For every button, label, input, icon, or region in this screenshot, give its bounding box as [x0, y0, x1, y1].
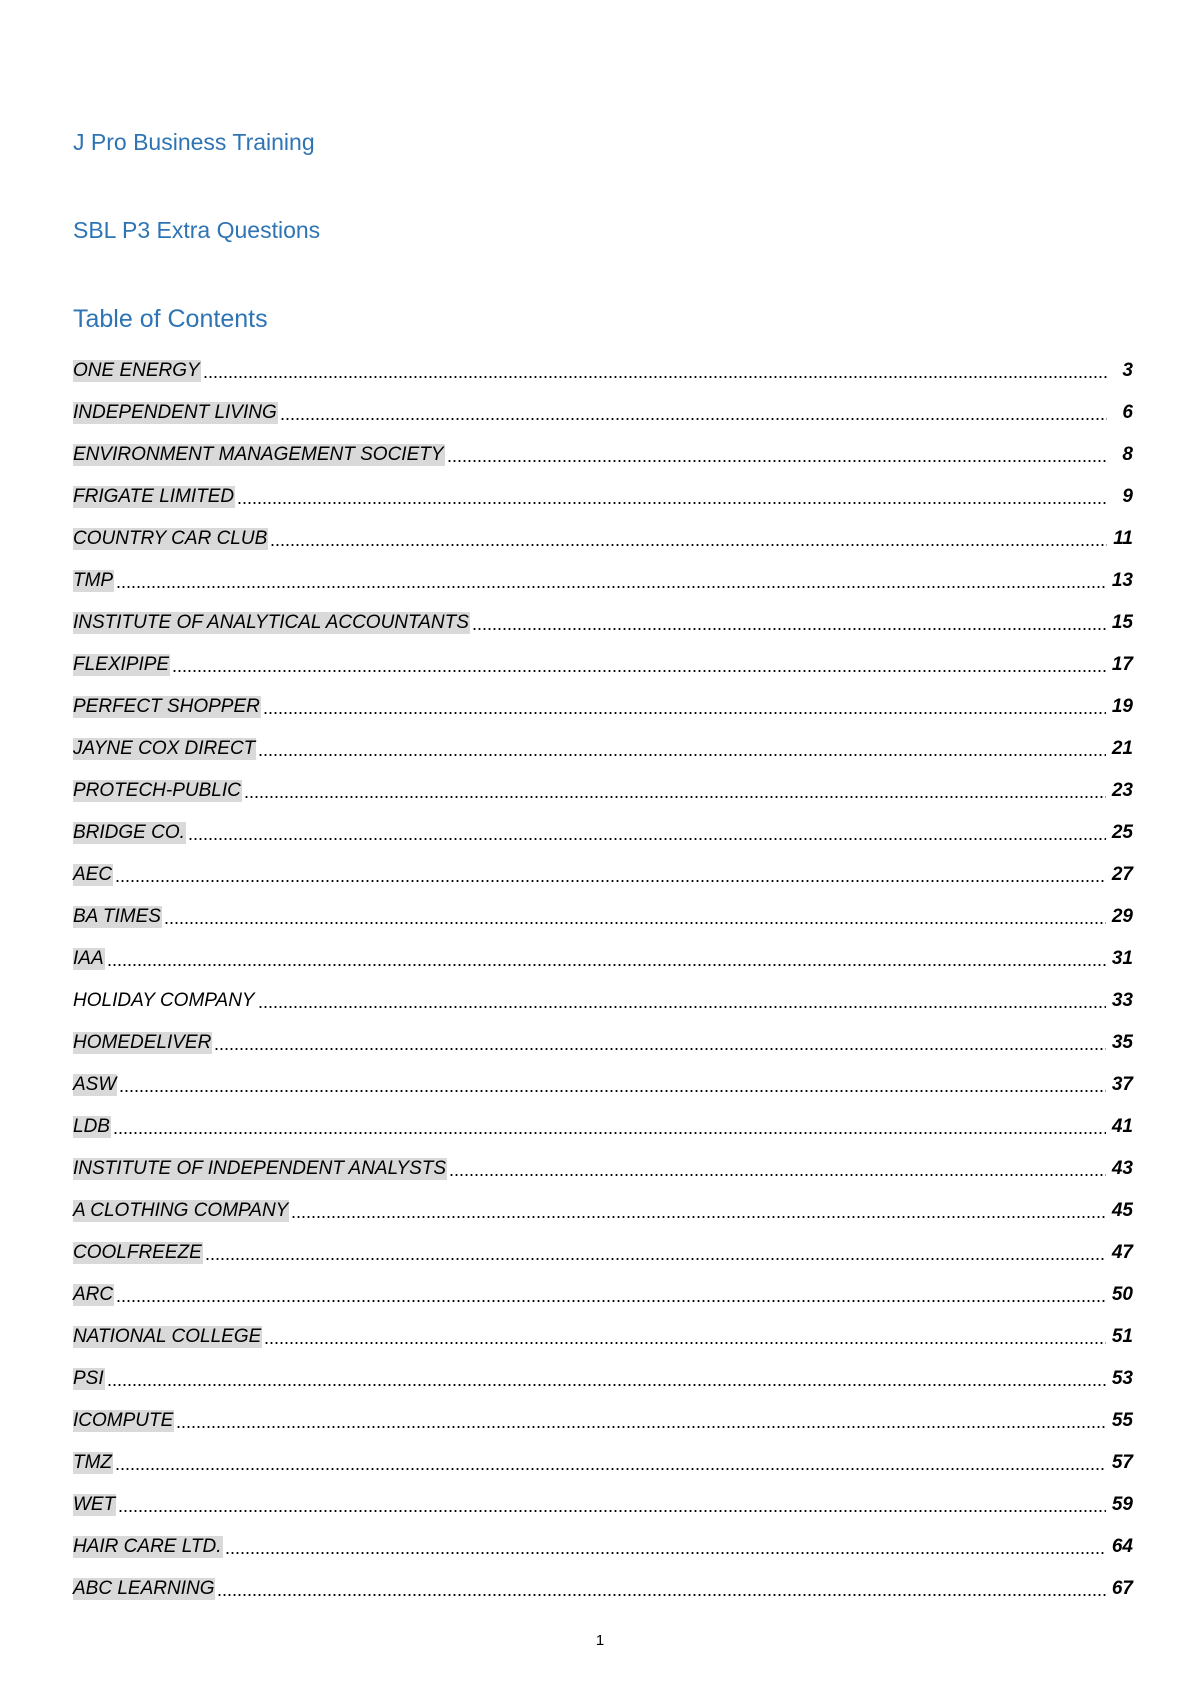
- toc-entry-page[interactable]: 21: [1111, 738, 1133, 759]
- toc-dot-leader: [176, 1425, 1106, 1429]
- toc-entry-title[interactable]: AEC: [73, 864, 113, 885]
- toc-entry-title[interactable]: LDB: [73, 1116, 110, 1137]
- toc-entry-page[interactable]: 50: [1111, 1284, 1133, 1305]
- toc-entry[interactable]: [73, 1358, 1133, 1400]
- toc-entry-title[interactable]: FRIGATE LIMITED: [73, 486, 235, 507]
- toc-entry-title[interactable]: WET: [73, 1494, 116, 1515]
- toc-entry-title[interactable]: COOLFREEZE: [73, 1242, 202, 1263]
- toc-dot-leader: [291, 1215, 1106, 1219]
- toc-entry[interactable]: [73, 1484, 1133, 1526]
- toc-entry-page[interactable]: 8: [1122, 444, 1133, 465]
- toc-entry[interactable]: [73, 1022, 1133, 1064]
- toc-entry[interactable]: [73, 602, 1133, 644]
- toc-entry-title[interactable]: PERFECT SHOPPER: [73, 696, 260, 717]
- toc-entry-page[interactable]: 3: [1122, 360, 1133, 381]
- toc-entry-title[interactable]: COUNTRY CAR CLUB: [73, 528, 268, 549]
- toc-dot-leader: [258, 753, 1106, 757]
- toc-entry-title[interactable]: TMZ: [73, 1452, 113, 1473]
- toc-entry-title[interactable]: ENVIRONMENT MANAGEMENT SOCIETY: [73, 444, 444, 465]
- toc-entry[interactable]: [73, 1316, 1133, 1358]
- toc-dot-leader: [244, 795, 1106, 799]
- toc-dot-leader: [447, 459, 1107, 463]
- toc-entry-title[interactable]: PSI: [73, 1368, 104, 1389]
- document-subtitle: SBL P3 Extra Questions: [73, 217, 321, 243]
- toc-entry-title[interactable]: ARC: [73, 1284, 114, 1305]
- toc-dot-leader: [237, 501, 1107, 505]
- toc-dot-leader: [116, 585, 1106, 589]
- page-number: 1: [595, 1632, 605, 1649]
- toc-entry-page[interactable]: 57: [1111, 1452, 1133, 1473]
- toc-entry-title[interactable]: ASW: [73, 1074, 117, 1095]
- toc-dot-leader: [264, 1341, 1106, 1345]
- toc-entry[interactable]: [73, 392, 1133, 434]
- toc-entry-title[interactable]: HOLIDAY COMPANY: [73, 990, 255, 1011]
- toc-entry-title[interactable]: INSTITUTE OF INDEPENDENT ANALYSTS: [73, 1158, 447, 1179]
- toc-dot-leader: [217, 1593, 1105, 1597]
- toc-entry-page[interactable]: 37: [1111, 1074, 1133, 1095]
- toc-entry[interactable]: [73, 938, 1133, 980]
- toc-dot-leader: [225, 1551, 1106, 1555]
- toc-dot-leader: [115, 879, 1106, 883]
- toc-entry[interactable]: [73, 770, 1133, 812]
- toc-entry[interactable]: [73, 1400, 1133, 1442]
- company-heading: J Pro Business Training: [73, 129, 315, 155]
- toc-entry-title[interactable]: HAIR CARE LTD.: [73, 1536, 222, 1557]
- toc-entry[interactable]: [73, 1064, 1133, 1106]
- toc-entry-page[interactable]: 55: [1111, 1410, 1133, 1431]
- toc-entry[interactable]: [73, 476, 1133, 518]
- toc-entry-title[interactable]: INDEPENDENT LIVING: [73, 402, 277, 423]
- toc-entry-title[interactable]: INSTITUTE OF ANALYTICAL ACCOUNTANTS: [73, 612, 469, 633]
- toc-dot-leader: [164, 921, 1106, 925]
- toc-entry[interactable]: [73, 1106, 1133, 1148]
- toc-entry-title[interactable]: A CLOTHING COMPANY: [73, 1200, 289, 1221]
- toc-entry[interactable]: [73, 1232, 1133, 1274]
- toc-dot-leader: [214, 1047, 1106, 1051]
- toc-entry-page[interactable]: 53: [1111, 1368, 1133, 1389]
- toc-dot-leader: [205, 1257, 1106, 1261]
- toc-entry-page[interactable]: 15: [1111, 612, 1133, 633]
- toc-entry[interactable]: [73, 812, 1133, 854]
- toc-dot-leader: [172, 669, 1106, 673]
- toc-entry-page[interactable]: 59: [1111, 1494, 1133, 1515]
- toc-entry-page[interactable]: 43: [1111, 1158, 1133, 1179]
- toc-entry-title[interactable]: JAYNE COX DIRECT: [73, 738, 256, 759]
- toc-entry-page[interactable]: 25: [1111, 822, 1133, 843]
- toc-entry-page[interactable]: 33: [1111, 990, 1133, 1011]
- toc-dot-leader: [119, 1089, 1106, 1093]
- toc-entry-title[interactable]: PROTECH-PUBLIC: [73, 780, 241, 801]
- toc-entry[interactable]: [73, 686, 1133, 728]
- toc-entry[interactable]: [73, 560, 1133, 602]
- toc-heading: Table of Contents: [73, 305, 268, 333]
- toc-entry[interactable]: [73, 434, 1133, 476]
- toc-entry[interactable]: [73, 1274, 1133, 1316]
- toc-entry-title[interactable]: ICOMPUTE: [73, 1410, 174, 1431]
- toc-entry-title[interactable]: NATIONAL COLLEGE: [73, 1326, 262, 1347]
- toc-dot-leader: [270, 543, 1107, 547]
- toc-entry-page[interactable]: 41: [1111, 1116, 1133, 1137]
- toc-entry-page[interactable]: 27: [1111, 864, 1133, 885]
- toc-dot-leader: [113, 1131, 1106, 1135]
- table-of-contents: [73, 350, 1133, 1610]
- toc-entry[interactable]: [73, 518, 1133, 560]
- toc-entry-page[interactable]: 47: [1111, 1242, 1133, 1263]
- toc-dot-leader: [263, 711, 1106, 715]
- toc-entry-title[interactable]: BRIDGE CO.: [73, 822, 185, 843]
- toc-dot-leader: [449, 1173, 1106, 1177]
- toc-entry-page[interactable]: 67: [1111, 1578, 1133, 1599]
- toc-entry-page[interactable]: 35: [1111, 1032, 1133, 1053]
- toc-entry-page[interactable]: 29: [1111, 906, 1133, 927]
- toc-dot-leader: [107, 1383, 1106, 1387]
- toc-entry-title[interactable]: ABC LEARNING: [73, 1578, 215, 1599]
- toc-entry-title[interactable]: HOMEDELIVER: [73, 1032, 212, 1053]
- toc-entry-page[interactable]: 9: [1122, 486, 1133, 507]
- toc-entry-page[interactable]: 6: [1122, 402, 1133, 423]
- toc-entry[interactable]: [73, 728, 1133, 770]
- toc-entry[interactable]: [73, 1568, 1133, 1610]
- toc-entry-page[interactable]: 19: [1111, 696, 1133, 717]
- toc-entry-page[interactable]: 11: [1113, 528, 1133, 549]
- toc-entry[interactable]: [73, 1526, 1133, 1568]
- toc-dot-leader: [116, 1299, 1106, 1303]
- toc-entry-title[interactable]: BA TIMES: [73, 906, 161, 927]
- toc-entry[interactable]: [73, 644, 1133, 686]
- toc-dot-leader: [280, 417, 1107, 421]
- toc-entry-title[interactable]: IAA: [73, 948, 104, 969]
- toc-entry[interactable]: [73, 1148, 1133, 1190]
- toc-dot-leader: [115, 1467, 1106, 1471]
- toc-entry[interactable]: [73, 896, 1133, 938]
- toc-dot-leader: [203, 375, 1107, 379]
- toc-entry-title[interactable]: FLEXIPIPE: [73, 654, 170, 675]
- toc-dot-leader: [188, 837, 1106, 841]
- toc-entry-page[interactable]: 31: [1111, 948, 1133, 969]
- toc-entry-title[interactable]: TMP: [73, 570, 114, 591]
- toc-dot-leader: [258, 1005, 1106, 1009]
- toc-entry-page[interactable]: 13: [1111, 570, 1133, 591]
- toc-entry-page[interactable]: 64: [1111, 1536, 1133, 1557]
- toc-entry-page[interactable]: 17: [1111, 654, 1133, 675]
- toc-entry[interactable]: [73, 1190, 1133, 1232]
- toc-entry[interactable]: [73, 854, 1133, 896]
- toc-entry[interactable]: [73, 1442, 1133, 1484]
- toc-dot-leader: [118, 1509, 1106, 1513]
- toc-dot-leader: [472, 627, 1106, 631]
- toc-entry-page[interactable]: 23: [1111, 780, 1133, 801]
- toc-dot-leader: [107, 963, 1106, 967]
- toc-entry-page[interactable]: 51: [1111, 1326, 1133, 1347]
- toc-entry[interactable]: [73, 980, 1133, 1022]
- toc-entry[interactable]: [73, 350, 1133, 392]
- toc-entry-page[interactable]: 45: [1111, 1200, 1133, 1221]
- toc-entry-title[interactable]: ONE ENERGY: [73, 360, 200, 381]
